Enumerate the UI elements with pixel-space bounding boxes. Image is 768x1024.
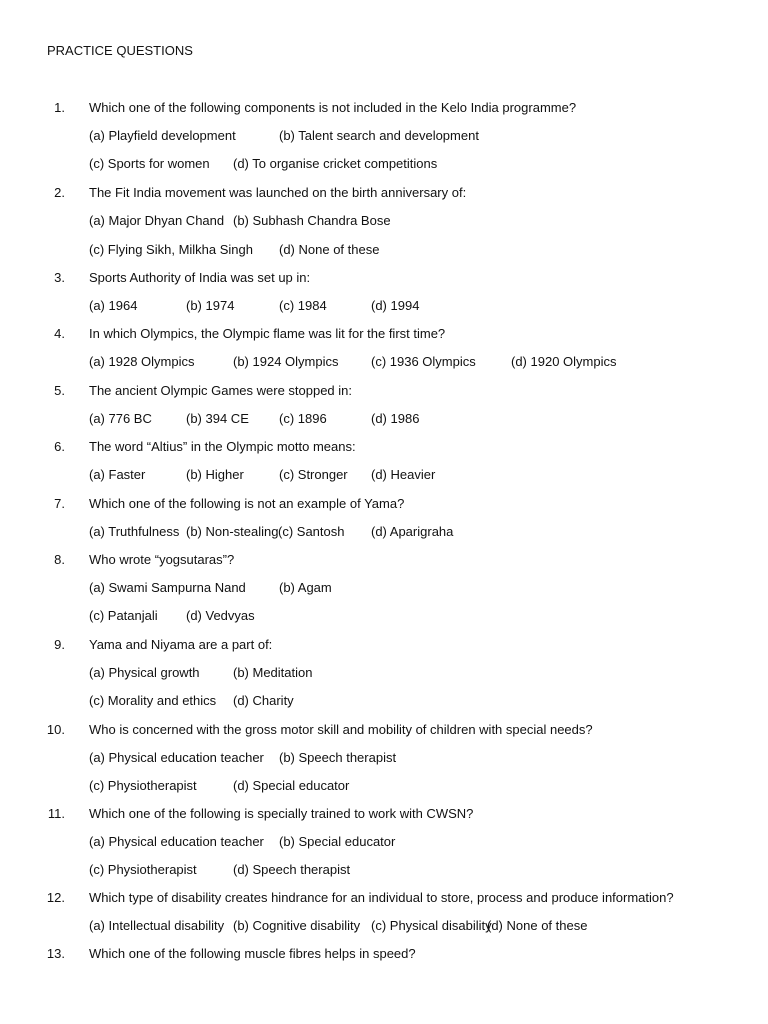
answer-option: (d) None of these xyxy=(487,918,588,933)
answer-option: (c) Patanjali xyxy=(89,608,158,623)
answer-option: (b) Subhash Chandra Bose xyxy=(233,213,391,228)
answer-option: (b) Agam xyxy=(279,580,332,595)
answer-option: (c) 1936 Olympics xyxy=(371,354,476,369)
question-number: 5. xyxy=(54,383,65,398)
question-text: The ancient Olympic Games were stopped in: xyxy=(89,383,353,398)
answer-option: (d) Charity xyxy=(233,693,294,708)
question-number: 9. xyxy=(54,637,65,652)
answer-option: (c) Flying Sikh, Milkha Singh xyxy=(89,242,253,257)
answer-option: (a) Physical education teacher xyxy=(89,834,264,849)
question-text: Sports Authority of India was set up in: xyxy=(89,270,311,285)
answer-option: (d) Heavier xyxy=(371,467,436,482)
answer-option: (b) 1974 xyxy=(186,298,235,313)
question-text: Which type of disability creates hindrance for an individual to store, process and produce information? xyxy=(89,890,674,905)
answer-option: (b) 394 CE xyxy=(186,411,249,426)
answer-option: (b) Talent search and development xyxy=(279,128,479,143)
answer-option: (d) 1994 xyxy=(371,298,420,313)
question-number: 3. xyxy=(54,270,65,285)
answer-option: (a) Playfield development xyxy=(89,128,236,143)
answer-option: (a) 1964 xyxy=(89,298,138,313)
answer-option: (c) Physical disability xyxy=(371,918,492,933)
question-text: Which one of the following muscle fibres helps in speed? xyxy=(89,946,416,961)
answer-option: (d) Aparigraha xyxy=(371,524,454,539)
answer-option: (a) Physical education teacher xyxy=(89,750,264,765)
answer-option: (d) None of these xyxy=(279,242,380,257)
question-number: 11. xyxy=(47,806,65,821)
answer-option: (d) 1920 Olympics xyxy=(511,354,617,369)
answer-option: (b) Speech therapist xyxy=(279,750,397,765)
answer-option: (b) Higher xyxy=(186,467,244,482)
question-text: Who is concerned with the gross motor skill and mobility of children with special needs? xyxy=(89,722,593,737)
question-number: 2. xyxy=(54,185,65,200)
question-number: 4. xyxy=(54,326,65,341)
question-text: Who wrote “yogsutaras”? xyxy=(89,552,235,567)
answer-option: (d) Speech therapist xyxy=(233,862,351,877)
question-text: The Fit India movement was launched on the birth anniversary of: xyxy=(89,185,467,200)
answer-option: (b) Meditation xyxy=(233,665,313,680)
question-text: In which Olympics, the Olympic flame was lit for the first time? xyxy=(89,326,446,341)
question-number: 7. xyxy=(54,496,65,511)
question-text: The word “Altius” in the Olympic motto means: xyxy=(89,439,356,454)
question-text: Which one of the following is specially trained to work with CWSN? xyxy=(89,806,474,821)
question-number: 1. xyxy=(54,100,65,115)
answer-option: (a) Truthfulness xyxy=(89,524,180,539)
answer-option: (d) Special educator xyxy=(233,778,350,793)
answer-option: (a) Swami Sampurna Nand xyxy=(89,580,246,595)
answer-option: (c) Stronger xyxy=(279,467,348,482)
answer-option: (b) Cognitive disability xyxy=(233,918,361,933)
answer-option: (a) 1928 Olympics xyxy=(89,354,195,369)
answer-option: (c) Physiotherapist xyxy=(89,862,197,877)
answer-option: (b) Special educator xyxy=(279,834,396,849)
question-text: Which one of the following components is not included in the Kelo India programme? xyxy=(89,100,577,115)
question-number: 8. xyxy=(54,552,65,567)
question-number: 12. xyxy=(46,890,65,905)
answer-option: (b) Non-stealing xyxy=(186,524,279,539)
question-number: 10. xyxy=(46,722,65,737)
answer-option: (c) Morality and ethics xyxy=(89,693,217,708)
answer-option: (c) Physiotherapist xyxy=(89,778,197,793)
answer-option: (a) Physical growth xyxy=(89,665,200,680)
question-number: 6. xyxy=(54,439,65,454)
answer-option: (a) Faster xyxy=(89,467,146,482)
answer-option: (d) Vedvyas xyxy=(186,608,255,623)
page-heading: PRACTICE QUESTIONS xyxy=(47,43,193,58)
answer-option: (d) 1986 xyxy=(371,411,420,426)
answer-option: (a) Intellectual disability xyxy=(89,918,225,933)
answer-option: (d) To organise cricket competitions xyxy=(233,156,438,171)
answer-option: (b) 1924 Olympics xyxy=(233,354,339,369)
answer-option: (c) Sports for women xyxy=(89,156,210,171)
question-number: 13. xyxy=(46,946,65,961)
answer-option: (a) Major Dhyan Chand xyxy=(89,213,225,228)
answer-option: (a) 776 BC xyxy=(89,411,152,426)
question-text: Which one of the following is not an example of Yama? xyxy=(89,496,405,511)
question-text: Yama and Niyama are a part of: xyxy=(89,637,273,652)
answer-option: (c) Santosh xyxy=(278,524,345,539)
answer-option: (c) 1984 xyxy=(279,298,327,313)
answer-option: (c) 1896 xyxy=(279,411,327,426)
